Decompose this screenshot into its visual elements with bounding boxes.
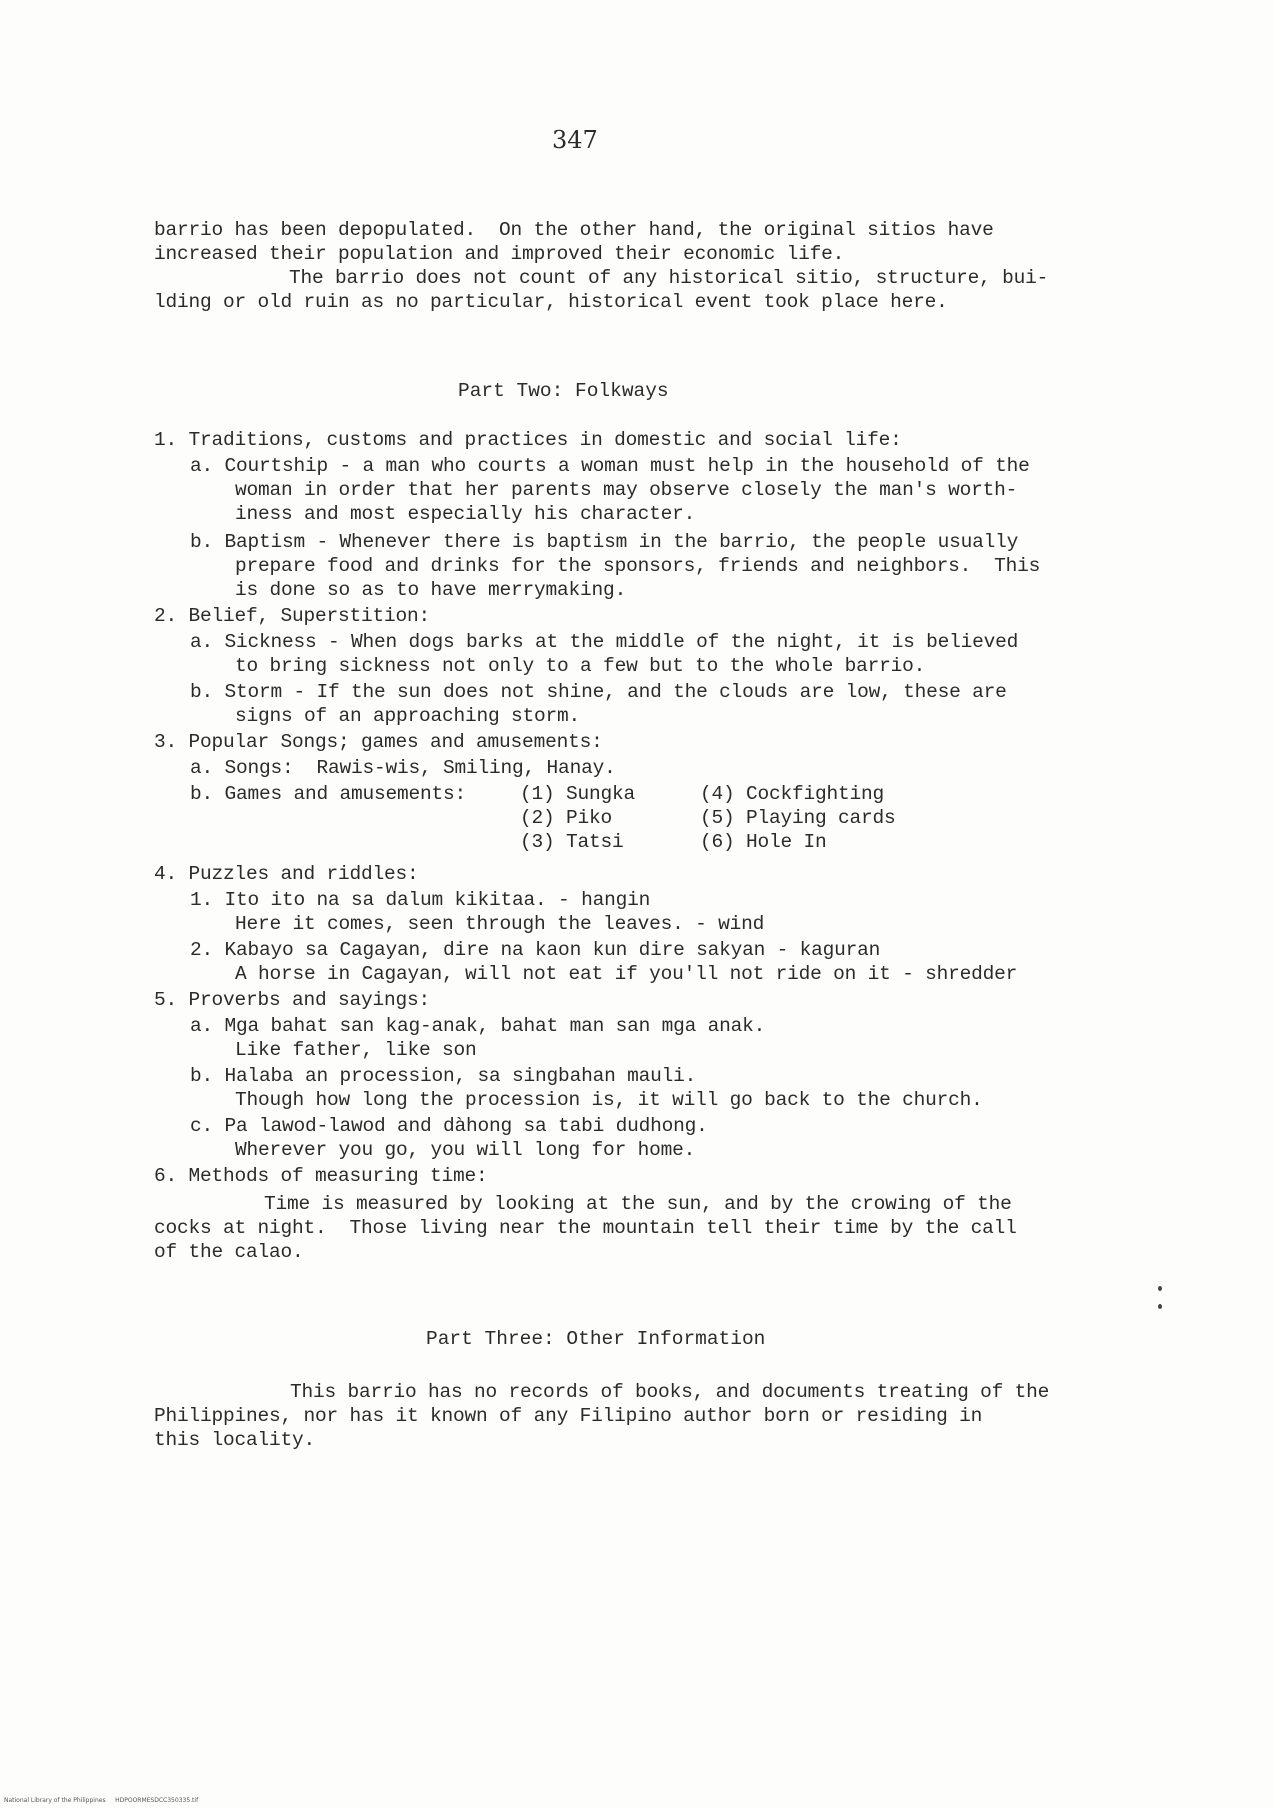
- intro-line: lding or old ruin as no particular, historical event took place here.: [154, 291, 948, 313]
- item-line: b. Baptism - Whenever there is baptism in the barrio, the people usually: [190, 531, 1019, 553]
- proverb-line: b. Halaba an procession, sa singbahan mauli.: [190, 1065, 697, 1087]
- section-heading: 1. Traditions, customs and practices in domestic and social life:: [154, 429, 902, 451]
- item-line: iness and most especially his character.: [235, 503, 696, 525]
- section-heading: 4. Puzzles and riddles:: [154, 863, 419, 885]
- proverb-line: a. Mga bahat san kag-anak, bahat man san mga anak.: [190, 1015, 766, 1037]
- item-line: prepare food and drinks for the sponsors, friends and neighbors. This: [235, 555, 1041, 577]
- section-heading: 6. Methods of measuring time:: [154, 1165, 488, 1187]
- game-item: (5) Playing cards: [700, 807, 896, 829]
- paragraph-line: Time is measured by looking at the sun, and by the crowing of the: [264, 1193, 1012, 1215]
- paragraph-line: Philippines, nor has it known of any Filipino author born or residing in: [154, 1405, 983, 1427]
- game-item: (3) Tatsi: [520, 831, 624, 853]
- paragraph-line: This barrio has no records of books, and documents treating of the: [290, 1381, 1050, 1403]
- item-line: woman in order that her parents may observe closely the man's worth-: [235, 479, 1018, 501]
- proverb-line: Wherever you go, you will long for home.: [235, 1139, 696, 1161]
- footer-caption: National Library of the Philippines HDPOORMESDCC350335.tif: [4, 1797, 199, 1804]
- proverb-line: Though how long the procession is, it will go back to the church.: [235, 1089, 983, 1111]
- section-heading: 3. Popular Songs; games and amusements:: [154, 731, 603, 753]
- proverb-line: Like father, like son: [235, 1039, 477, 1061]
- riddle-line: A horse in Cagayan, will not eat if you'll not ride on it - shredder: [235, 963, 1018, 985]
- item-line: signs of an approaching storm.: [235, 705, 581, 727]
- section-heading: 2. Belief, Superstition:: [154, 605, 431, 627]
- part-two-heading: Part Two: Folkways: [458, 380, 669, 402]
- item-line: b. Storm - If the sun does not shine, and the clouds are low, these are: [190, 681, 1007, 703]
- section-heading: 5. Proverbs and sayings:: [154, 989, 431, 1011]
- item-line: is done so as to have merrymaking.: [235, 579, 627, 601]
- scan-speck: [1158, 1304, 1162, 1309]
- intro-line: The barrio does not count of any historical sitio, structure, bui-: [289, 267, 1049, 289]
- game-item: (1) Sungka: [520, 783, 636, 805]
- intro-line: increased their population and improved their economic life.: [154, 243, 845, 265]
- intro-line: barrio has been depopulated. On the other hand, the original sitios have: [154, 219, 994, 241]
- paragraph-line: cocks at night. Those living near the mountain tell their time by the call: [154, 1217, 1017, 1239]
- riddle-line: Here it comes, seen through the leaves. - wind: [235, 913, 765, 935]
- page-number: 347: [552, 126, 598, 154]
- game-item: (6) Hole In: [700, 831, 827, 853]
- item-line: a. Sickness - When dogs barks at the middle of the night, it is believed: [190, 631, 1019, 653]
- item-line: a. Courtship - a man who courts a woman must help in the household of the: [190, 455, 1030, 477]
- game-item: (2) Piko: [520, 807, 613, 829]
- proverb-line: c. Pa lawod-lawod and dàhong sa tabi dudhong.: [190, 1115, 708, 1137]
- paragraph-line: of the calao.: [154, 1241, 304, 1263]
- paragraph-line: this locality.: [154, 1429, 316, 1451]
- scan-speck: [1158, 1286, 1162, 1291]
- game-item: (4) Cockfighting: [700, 783, 885, 805]
- riddle-line: 1. Ito ito na sa dalum kikitaa. - hangin: [190, 889, 651, 911]
- riddle-line: 2. Kabayo sa Cagayan, dire na kaon kun dire sakyan - kaguran: [190, 939, 881, 961]
- item-line: to bring sickness not only to a few but to the whole barrio.: [235, 655, 926, 677]
- item-line: a. Songs: Rawis-wis, Smiling, Hanay.: [190, 757, 616, 779]
- part-three-heading: Part Three: Other Information: [426, 1328, 766, 1350]
- item-line: b. Games and amusements:: [190, 783, 467, 805]
